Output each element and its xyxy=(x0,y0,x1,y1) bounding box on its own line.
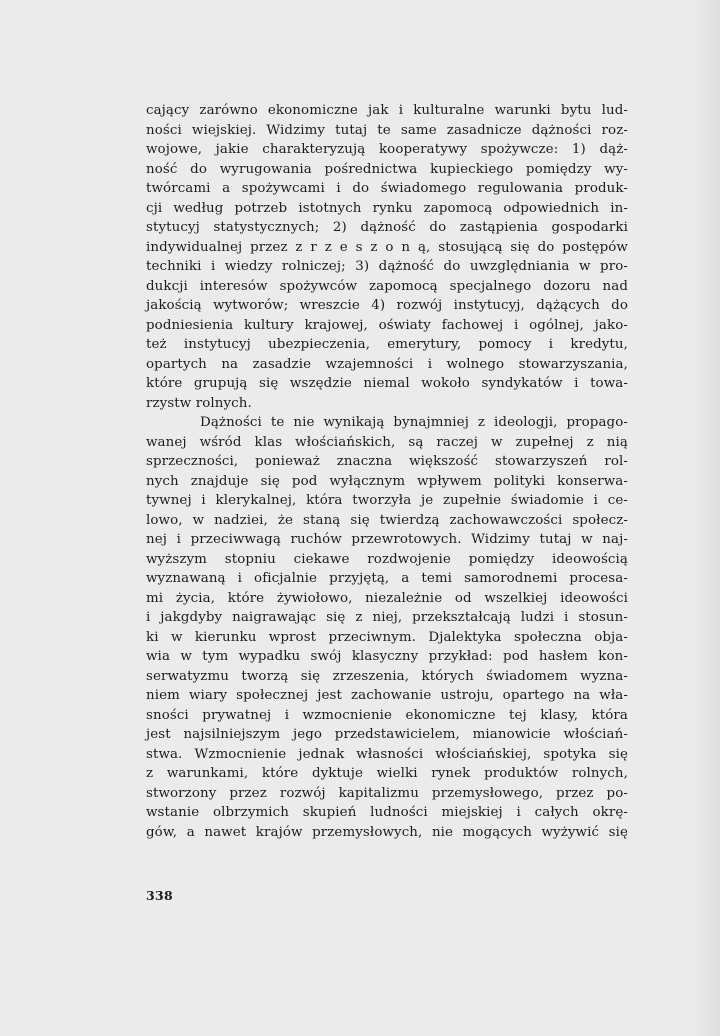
text-line: wstanie olbrzymich skupień ludności miejskiej i całych okrę- xyxy=(146,805,628,820)
text-line: jakością wytworów; wreszcie 4) rozwój instytucyj, dążących do xyxy=(146,298,628,313)
text-line: sności prywatnej i wzmocnienie ekonomiczne tej klasy, która xyxy=(146,707,628,723)
text-line: serwatyzmu tworzą się zrzeszenia, których świadomem wyzna- xyxy=(146,668,628,684)
text-line: które grupują się wszędzie niemal wokoło syndykatów i towa- xyxy=(146,376,628,391)
text-line: twórcami a spożywcami i do świadomego regulowania produk- xyxy=(146,181,628,196)
text-line: mi życia, które żywiołowo, niezależnie od wszelkiej ideowości xyxy=(146,590,628,606)
body-text xyxy=(146,101,628,842)
text-line: nych znajduje się pod wyłącznym wpływem polityki konserwa- xyxy=(146,473,628,489)
text-line: ność do wyrugowania pośrednictwa kupieckiego pomiędzy wy- xyxy=(146,161,628,177)
text-line: stworzony przez rozwój kapitalizmu przemysłowego, przez po- xyxy=(146,785,628,801)
text-line: wyznawaną i oficjalnie przyjętą, a temi samorodnemi procesa- xyxy=(146,571,628,586)
text-line: też instytucyj ubezpieczenia, emerytury, pomocy i kredytu, xyxy=(146,337,628,352)
page-edge-shadow xyxy=(692,0,720,1036)
text-line: niem wiary społecznej jest zachowanie ustroju, opartego na wła- xyxy=(146,688,628,703)
text-line: wia w tym wypadku swój klasyczny przykład: pod hasłem kon- xyxy=(146,649,628,664)
text-line: techniki i wiedzy rolniczej; 3) dążność do uwzględniania w pro- xyxy=(146,259,628,274)
text-line: lowo, w nadziei, że staną się twierdzą zachowawczości społecz- xyxy=(146,512,628,528)
text-line: wojowe, jakie charakteryzują kooperatywy spożywcze: 1) dąż- xyxy=(146,142,628,157)
text-line: cji według potrzeb istotnych rynku zapomocą odpowiednich in- xyxy=(146,200,628,216)
text-line: wyższym stopniu ciekawe rozdwojenie pomiędzy ideowością xyxy=(146,551,628,567)
paragraph-end-line: rzystw rolnych. xyxy=(146,395,252,411)
text-line: tywnej i klerykalnej, która tworzyła je zupełnie świadomie i ce- xyxy=(146,493,628,508)
text-line: jest najsilniejszym jego przedstawicielem, mianowicie włościań- xyxy=(146,727,628,742)
text-line: ki w kierunku wprost przeciwnym. Djalektyka społeczna obja- xyxy=(146,629,628,645)
text-line: gów, a nawet krajów przemysłowych, nie mogących wyżywić się xyxy=(146,824,628,840)
text-line: wanej wśród klas włościańskich, są raczej w zupełnej z nią xyxy=(146,434,628,450)
text-line: i jakgdyby naigrawając się z niej, przekształcają ludzi i stosun- xyxy=(146,610,628,625)
page-number: 338 xyxy=(146,888,173,903)
text-line: podniesienia kultury krajowej, oświaty fachowej i ogólnej, jako- xyxy=(146,317,628,333)
text-line: sprzeczności, ponieważ znaczna większość stowarzyszeń rol- xyxy=(146,454,628,469)
text-line: opartych na zasadzie wzajemności i wolnego stowarzyszania, xyxy=(146,356,628,372)
text-line: indywidualnej przez z r z e s z o n ą, stosującą się do postępów xyxy=(146,239,628,255)
text-line: dukcji interesów spożywców zapomocą specjalnego dozoru nad xyxy=(146,278,628,294)
paragraph-start-line: Dążności te nie wynikają bynajmniej z ideologji, propago- xyxy=(200,415,628,430)
text-line: stwa. Wzmocnienie jednak własności włościańskiej, spotyka się xyxy=(146,746,628,762)
text-line: stytucyj statystycznych; 2) dążność do zastąpienia gospodarki xyxy=(146,220,628,235)
text-line: cający zarówno ekonomiczne jak i kulturalne warunki bytu lud- xyxy=(146,103,628,118)
text-line: ności wiejskiej. Widzimy tutaj te same zasadnicze dążności roz- xyxy=(146,122,628,138)
text-line: z warunkami, które dyktuje wielki rynek produktów rolnych, xyxy=(146,766,628,781)
text-line: nej i przeciwwagą ruchów przewrotowych. Widzimy tutaj w naj- xyxy=(146,532,628,547)
